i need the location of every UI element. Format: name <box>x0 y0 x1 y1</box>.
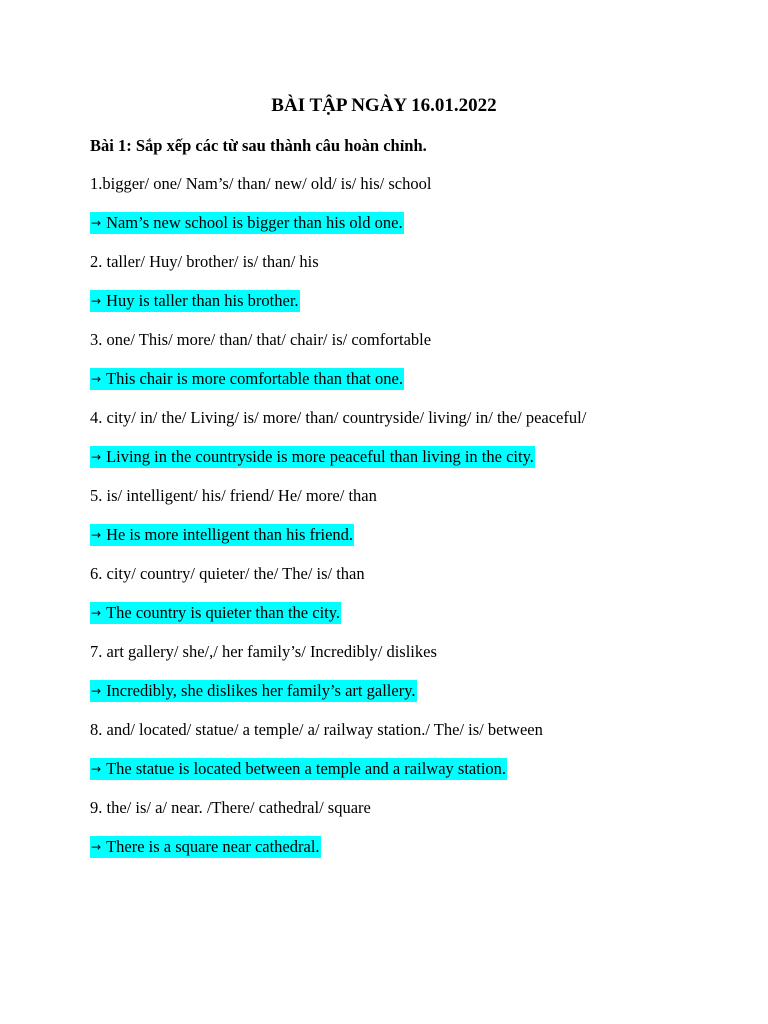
answer-line <box>90 368 730 407</box>
answer-highlight <box>90 602 341 624</box>
question-line <box>90 485 730 524</box>
answer-text: Incredibly, she dislikes her family’s art gallery. <box>106 681 416 700</box>
arrow-icon: → <box>91 216 102 230</box>
arrow-icon: → <box>91 684 102 698</box>
answer-text: Nam’s new school is bigger than his old one. <box>106 213 403 232</box>
question-text: 9. the/ is/ a/ near. /There/ cathedral/ square <box>90 798 371 817</box>
arrow-icon: → <box>91 840 102 854</box>
answer-text: The country is quieter than the city. <box>106 603 341 622</box>
answer-line <box>90 836 730 875</box>
question-text: 7. art gallery/ she/,/ her family’s/ Incredibly/ dislikes <box>90 642 437 661</box>
question-line <box>90 329 730 368</box>
answer-line <box>90 290 730 329</box>
answer-highlight <box>90 680 417 702</box>
answer-text: The statue is located between a temple and a railway station. <box>106 759 507 778</box>
answer-text: Living in the countryside is more peaceful than living in the city. <box>106 447 534 466</box>
answer-line <box>90 758 730 797</box>
answer-line <box>90 680 730 719</box>
answer-line <box>90 446 730 485</box>
question-text: 8. and/ located/ statue/ a temple/ a/ railway station./ The/ is/ between <box>90 720 543 739</box>
answer-highlight <box>90 446 535 468</box>
exercise-list <box>90 173 730 875</box>
question-line <box>90 251 730 290</box>
question-text: 5. is/ intelligent/ his/ friend/ He/ more/ than <box>90 486 377 505</box>
answer-highlight <box>90 290 300 312</box>
arrow-icon: → <box>91 606 102 620</box>
answer-highlight <box>90 836 321 858</box>
document-title: BÀI TẬP NGÀY 16.01.2022 <box>271 95 497 116</box>
answer-text: There is a square near cathedral. <box>106 837 320 856</box>
arrow-icon: → <box>91 450 102 464</box>
answer-line <box>90 602 730 641</box>
question-line <box>90 719 730 758</box>
answer-highlight <box>90 758 507 780</box>
question-text: 2. taller/ Huy/ brother/ is/ than/ his <box>90 252 319 271</box>
question-line <box>90 173 730 212</box>
question-line <box>90 563 730 602</box>
arrow-icon: → <box>91 762 102 776</box>
question-text: 6. city/ country/ quieter/ the/ The/ is/ than <box>90 564 365 583</box>
answer-text: Huy is taller than his brother. <box>106 291 299 310</box>
answer-highlight <box>90 368 404 390</box>
answer-line <box>90 212 730 251</box>
question-text: 1.bigger/ one/ Nam’s/ than/ new/ old/ is/ his/ school <box>90 174 432 193</box>
answer-highlight <box>90 212 404 234</box>
answer-line <box>90 524 730 563</box>
answer-text: This chair is more comfortable than that one. <box>106 369 403 388</box>
answer-text: He is more intelligent than his friend. <box>106 525 354 544</box>
question-text: 4. city/ in/ the/ Living/ is/ more/ than/ countryside/ living/ in/ the/ peaceful/ <box>90 408 587 427</box>
question-line <box>90 797 730 836</box>
arrow-icon: → <box>91 294 102 308</box>
question-line <box>90 641 730 680</box>
question-line <box>90 407 730 446</box>
arrow-icon: → <box>91 528 102 542</box>
exercise-heading: Bài 1: Sắp xếp các từ sau thành câu hoàn chỉnh. <box>90 136 427 155</box>
answer-highlight <box>90 524 354 546</box>
question-text: 3. one/ This/ more/ than/ that/ chair/ is/ comfortable <box>90 330 432 349</box>
arrow-icon: → <box>91 372 102 386</box>
